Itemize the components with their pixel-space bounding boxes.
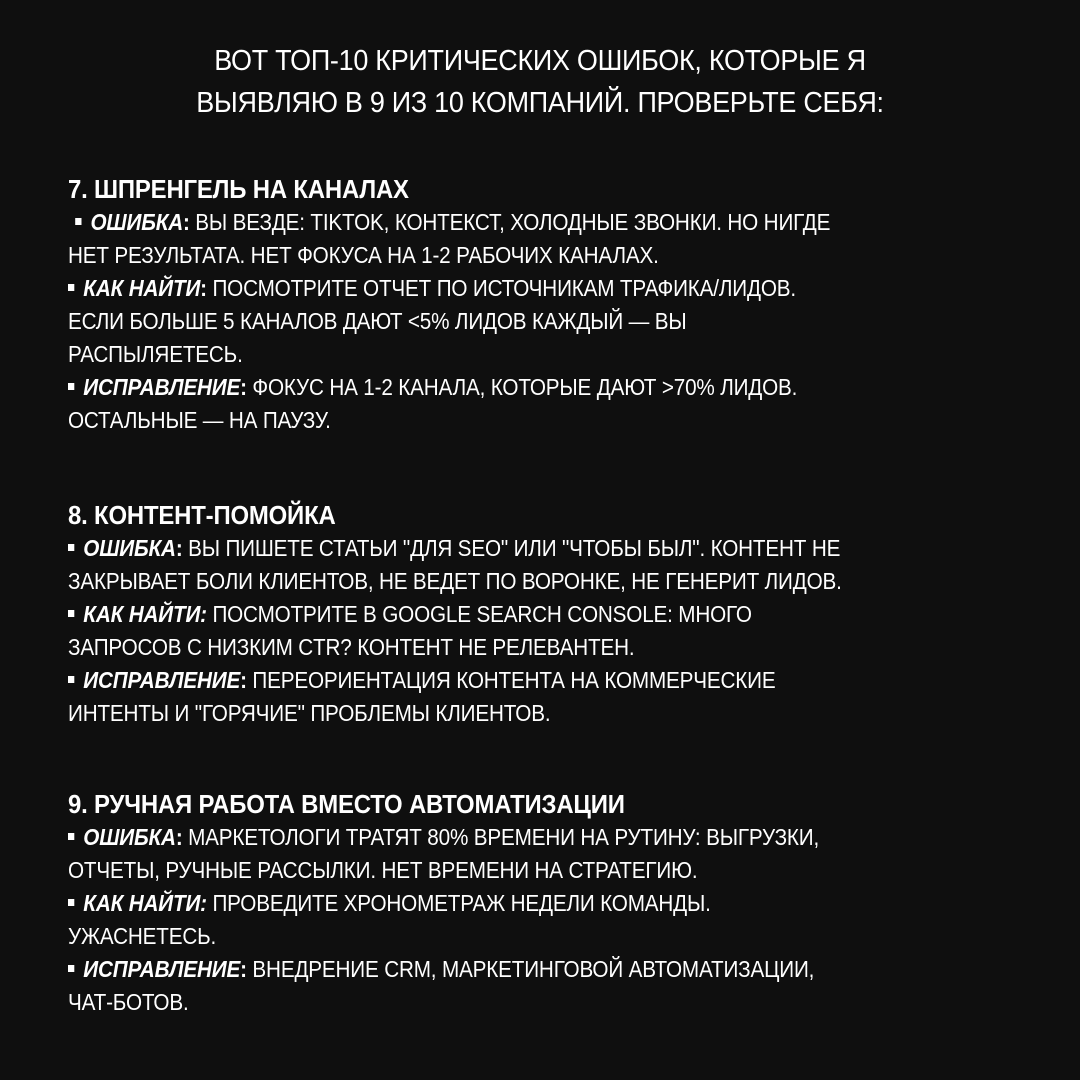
label-colon: : bbox=[175, 824, 183, 850]
item-howto-line-2: ЗАПРОСОВ С НИЗКИМ CTR? КОНТЕНТ НЕ РЕЛЕВАНТЕН. bbox=[68, 634, 635, 660]
item-howto-line-2: ЕСЛИ БОЛЬШЕ 5 КАНАЛОВ ДАЮТ <5% ЛИДОВ КАЖДЫЙ — ВЫ bbox=[68, 308, 687, 334]
item-label-fix: ИСПРАВЛЕНИЕ bbox=[83, 667, 241, 693]
item-howto-line-1 bbox=[68, 887, 950, 920]
section-heading: 7. ШПРЕНГЕЛЬ НА КАНАЛАХ bbox=[68, 174, 409, 204]
square-bullet-icon bbox=[68, 544, 74, 551]
item-text: ВЫ ВЕЗДЕ: TIKTOK, КОНТЕКСТ, ХОЛОДНЫЕ ЗВОНКИ. НО НИГДЕ bbox=[189, 209, 831, 235]
item-label-howto: КАК НАЙТИ bbox=[83, 275, 201, 301]
item-label-error: ОШИБКА bbox=[90, 209, 184, 235]
section-9-manual-work bbox=[68, 787, 1048, 1019]
square-bullet-icon bbox=[68, 676, 74, 683]
title-line-1: ВОТ ТОП-10 КРИТИЧЕСКИХ ОШИБОК, КОТОРЫЕ Я bbox=[214, 45, 866, 77]
item-text: ФОКУС НА 1-2 КАНАЛА, КОТОРЫЕ ДАЮТ >70% ЛИДОВ. bbox=[246, 374, 798, 400]
section-heading: 8. КОНТЕНТ-ПОМОЙКА bbox=[68, 500, 336, 530]
item-howto-line-3: РАСПЫЛЯЕТЕСЬ. bbox=[68, 341, 243, 367]
item-error-line-1 bbox=[68, 532, 950, 565]
item-text: ПОСМОТРИТЕ В GOOGLE SEARCH CONSOLE: МНОГО bbox=[206, 601, 752, 627]
item-label-error: ОШИБКА bbox=[83, 535, 176, 561]
item-fix-line-1 bbox=[68, 664, 950, 697]
label-colon: : bbox=[240, 374, 247, 400]
item-label-howto: КАК НАЙТИ: bbox=[83, 890, 207, 916]
item-label-error: ОШИБКА bbox=[83, 824, 176, 850]
item-label-howto: КАК НАЙТИ: bbox=[83, 601, 207, 627]
item-text: ВНЕДРЕНИЕ CRM, МАРКЕТИНГОВОЙ АВТОМАТИЗАЦИИ, bbox=[246, 956, 815, 982]
item-howto-line-2: УЖАСНЕТЕСЬ. bbox=[68, 923, 217, 949]
square-bullet-icon bbox=[68, 383, 74, 390]
item-error-line-1 bbox=[68, 821, 950, 854]
item-error-line-1 bbox=[68, 206, 950, 239]
item-text: ПЕРЕОРИЕНТАЦИЯ КОНТЕНТА НА КОММЕРЧЕСКИЕ bbox=[246, 667, 776, 693]
item-label-fix: ИСПРАВЛЕНИЕ bbox=[83, 374, 241, 400]
section-7-channel-sprawl bbox=[68, 172, 1048, 437]
item-fix-line-1 bbox=[68, 953, 950, 986]
item-fix-line-1 bbox=[68, 371, 950, 404]
item-howto-line-1 bbox=[68, 598, 950, 631]
item-text: ПРОВЕДИТЕ ХРОНОМЕТРАЖ НЕДЕЛИ КОМАНДЫ. bbox=[206, 890, 711, 916]
label-colon: : bbox=[200, 275, 207, 301]
square-bullet-icon bbox=[68, 610, 74, 617]
square-bullet-icon bbox=[68, 833, 74, 840]
item-text: ВЫ ПИШЕТЕ СТАТЬИ "ДЛЯ SEO" ИЛИ "ЧТОБЫ БЫЛ". КОНТЕНТ НЕ bbox=[182, 535, 841, 561]
item-fix-line-2: ИНТЕНТЫ И "ГОРЯЧИЕ" ПРОБЛЕМЫ КЛИЕНТОВ. bbox=[68, 700, 551, 726]
item-error-line-2: ЗАКРЫВАЕТ БОЛИ КЛИЕНТОВ, НЕ ВЕДЕТ ПО ВОРОНКЕ, НЕ ГЕНЕРИТ ЛИДОВ. bbox=[68, 568, 842, 594]
label-colon: : bbox=[240, 667, 247, 693]
item-label-fix: ИСПРАВЛЕНИЕ bbox=[83, 956, 241, 982]
item-text: МАРКЕТОЛОГИ ТРАТЯТ 80% ВРЕМЕНИ НА РУТИНУ: ВЫГРУЗКИ, bbox=[182, 824, 820, 850]
square-bullet-icon bbox=[68, 899, 74, 906]
item-fix-line-2: ОСТАЛЬНЫЕ — НА ПАУЗУ. bbox=[68, 407, 331, 433]
label-colon: : bbox=[240, 956, 247, 982]
item-fix-line-2: ЧАТ-БОТОВ. bbox=[68, 989, 189, 1015]
item-howto-line-1 bbox=[68, 272, 950, 305]
label-colon: : bbox=[175, 535, 183, 561]
item-text: ПОСМОТРИТЕ ОТЧЕТ ПО ИСТОЧНИКАМ ТРАФИКА/ЛИДОВ. bbox=[206, 275, 796, 301]
section-8-content-dump bbox=[68, 498, 1048, 730]
label-colon: : bbox=[183, 209, 190, 235]
square-bullet-icon bbox=[75, 218, 81, 225]
page-title bbox=[38, 40, 1042, 124]
item-error-line-2: НЕТ РЕЗУЛЬТАТА. НЕТ ФОКУСА НА 1-2 РАБОЧИХ КАНАЛАХ. bbox=[68, 242, 659, 268]
section-heading: 9. РУЧНАЯ РАБОТА ВМЕСТО АВТОМАТИЗАЦИИ bbox=[68, 789, 625, 819]
title-line-2: ВЫЯВЛЯЮ В 9 ИЗ 10 КОМПАНИЙ. ПРОВЕРЬТЕ СЕБЯ: bbox=[196, 87, 884, 119]
square-bullet-icon bbox=[68, 284, 74, 291]
item-error-line-2: ОТЧЕТЫ, РУЧНЫЕ РАССЫЛКИ. НЕТ ВРЕМЕНИ НА СТРАТЕГИЮ. bbox=[68, 857, 698, 883]
square-bullet-icon bbox=[68, 965, 74, 972]
